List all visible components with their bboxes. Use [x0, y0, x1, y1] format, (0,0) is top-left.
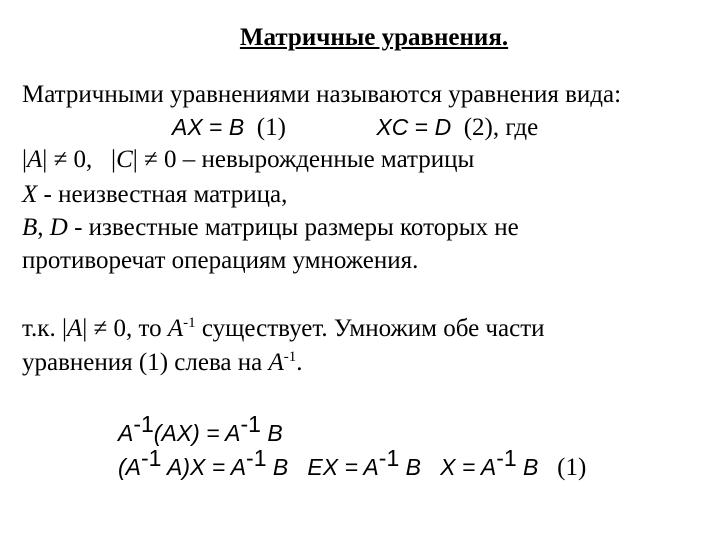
abs-a-var: A — [27, 146, 43, 173]
since-suffix: существует. Умножим обе части — [195, 315, 545, 342]
intro-line — [22, 80, 621, 110]
since-line2-prefix: уравнения (1) слева на — [22, 349, 269, 376]
known-var-d: D — [49, 214, 68, 241]
since-line2-var: A — [268, 349, 284, 376]
known-line-2 — [22, 246, 418, 276]
unknown-text: - неизвестная матрица, — [37, 181, 288, 208]
deriv2-sup1: -1 — [141, 445, 162, 471]
deriv2-d: B X = A — [399, 454, 497, 480]
eq2-rhs: D — [434, 114, 452, 140]
eq2-number: (2), где — [451, 114, 539, 141]
abs-c-close: | — [132, 146, 138, 173]
derivation-line-2 — [118, 445, 587, 483]
since-line2-sup: -1 — [283, 349, 297, 365]
deriv2-sup3: -1 — [378, 445, 400, 471]
deriv1-mid: (AX) = A — [153, 420, 241, 446]
known-text-2: противоречат операциям умножения. — [22, 247, 419, 274]
deriv2-sup4: -1 — [496, 445, 517, 471]
intro-text: Матричными уравнениями называются уравнения вида: — [22, 81, 622, 108]
since-inv-sup: -1 — [183, 315, 196, 331]
eq1-rhs: B — [228, 114, 245, 140]
eq1-equals: = — [202, 114, 229, 140]
abs-c-var: C — [116, 146, 133, 173]
known-var-b: B — [22, 214, 38, 241]
known-text: - известные матрицы размеры которых не — [67, 214, 519, 241]
deriv2-number: (1) — [538, 454, 587, 481]
neq-zero-c: ≠ 0 – невырожденные матрицы — [137, 146, 475, 173]
slide-title: Матричные уравнения. — [239, 24, 509, 51]
since-neq: ≠ 0, то — [87, 315, 168, 342]
since-line2-end: . — [296, 349, 303, 376]
deriv2-a: (A — [118, 454, 141, 480]
since-abs-close: | — [82, 315, 88, 342]
eq1-number: (1) — [244, 114, 286, 141]
abs-a-close: | — [42, 146, 48, 173]
eq1-lhs: AX — [172, 114, 203, 140]
deriv1-a: A — [118, 420, 134, 446]
equations-line — [172, 112, 538, 143]
deriv2-b: A)X = A — [161, 454, 247, 480]
deriv2-c: B EX = A — [266, 454, 379, 480]
since-prefix: т.к. — [22, 315, 62, 342]
unknown-line — [22, 180, 287, 210]
deriv1-sup1: -1 — [133, 411, 154, 437]
eq2-lhs: XC — [376, 114, 409, 140]
since-line — [22, 314, 545, 344]
since-abs-open: | — [61, 315, 67, 342]
abs-c-open: | — [111, 146, 117, 173]
deriv2-sup2: -1 — [246, 445, 267, 471]
deriv1-sup2: -1 — [240, 411, 261, 437]
since-inv-var: A — [167, 315, 184, 342]
eq2-equals: = — [408, 114, 435, 140]
since-abs-var: A — [66, 315, 83, 342]
since-line-2 — [22, 348, 303, 378]
known-comma: , — [37, 214, 50, 241]
unknown-var: X — [22, 181, 38, 208]
deriv1-end: B — [260, 420, 283, 446]
known-line — [22, 213, 519, 243]
abs-a-open: | — [22, 146, 28, 173]
conditions-line — [22, 145, 474, 175]
deriv2-e: B — [516, 454, 539, 480]
neq-zero-a: ≠ 0, — [47, 146, 112, 173]
